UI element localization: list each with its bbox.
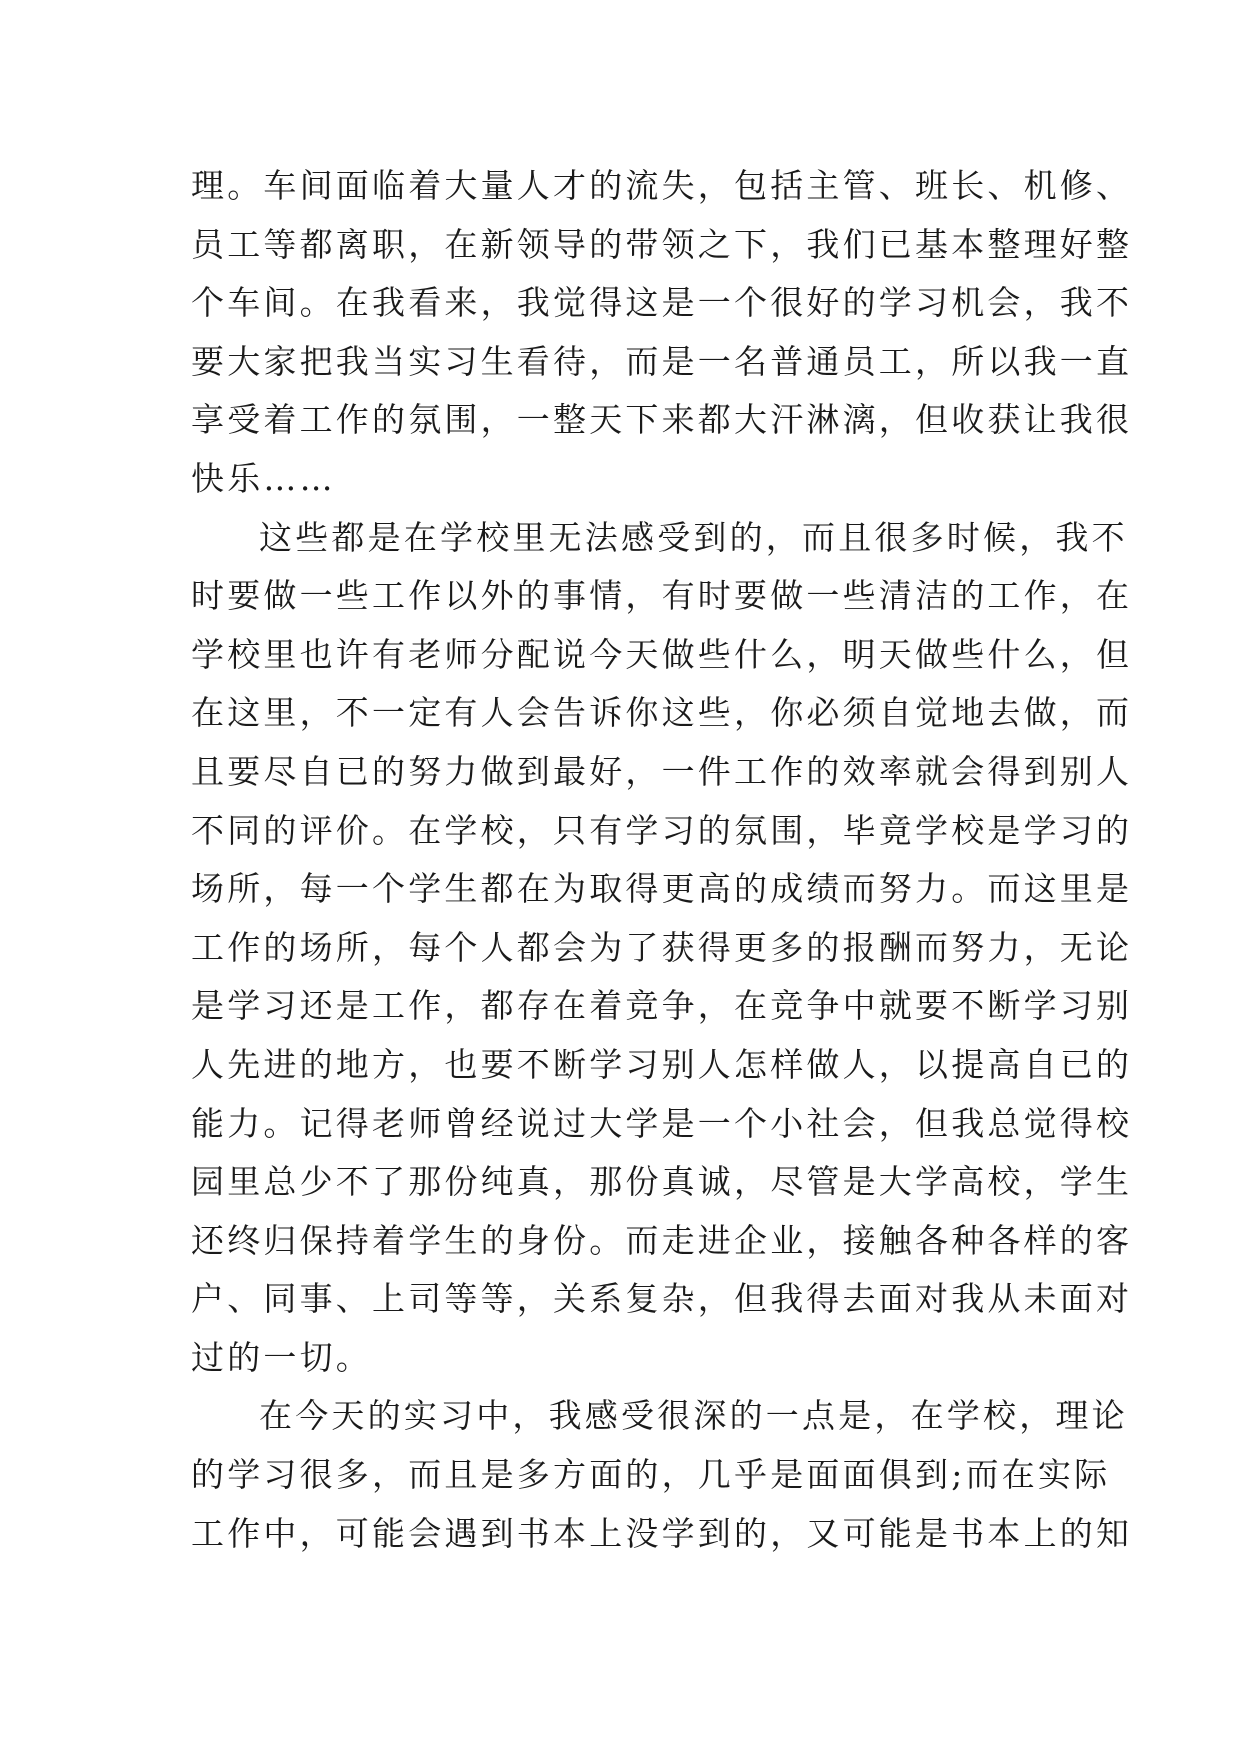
text-line: 在这里，不一定有人会告诉你这些，你必须自觉地去做，而 [191,693,1133,733]
text-line: 不同的评价。在学校，只有学习的氛围，毕竟学校是学习的 [191,810,1133,850]
text-line: 且要尽自已的努力做到最好，一件工作的效率就会得到别人 [191,751,1133,791]
text-line: 享受着工作的氛围，一整天下来都大汗淋漓，但收获让我很 [191,400,1133,440]
text-line: 理。车间面临着大量人才的流失，包括主管、班长、机修、 [191,166,1133,205]
text-line: 个车间。在我看来，我觉得这是一个很好的学习机会，我不 [191,283,1133,323]
text-line: 工作的场所，每个人都会为了获得更多的报酬而努力，无论 [191,927,1133,967]
text-line: 快乐…… [191,458,336,498]
body-text [191,157,1133,1563]
text-line: 员工等都离职，在新领导的带领之下，我们已基本整理好整 [191,224,1133,264]
text-line: 过的一切。 [191,1337,372,1377]
text-line: 在今天的实习中，我感受很深的一点是，在学校，理论 [259,1396,1128,1436]
text-line: 的学习很多，而且是多方面的，几乎是面面俱到;而在实际 [191,1455,1111,1495]
text-line: 这些都是在学校里无法感受到的，而且很多时候，我不 [259,517,1128,557]
text-line: 要大家把我当实习生看待，而是一名普通员工，所以我一直 [191,341,1133,381]
text-line: 场所，每一个学生都在为取得更高的成绩而努力。而这里是 [191,869,1133,909]
text-line: 是学习还是工作，都存在着竞争，在竞争中就要不断学习别 [191,986,1133,1026]
text-line: 园里总少不了那份纯真，那份真诚，尽管是大学高校，学生 [191,1162,1133,1202]
text-line: 学校里也许有老师分配说今天做些什么，明天做些什么，但 [191,634,1133,674]
text-line: 户、同事、上司等等，关系复杂，但我得去面对我从未面对 [191,1279,1133,1319]
text-line: 还终归保持着学生的身份。而走进企业，接触各种各样的客 [191,1220,1133,1260]
text-line: 工作中，可能会遇到书本上没学到的，又可能是书本上的知 [191,1513,1133,1553]
text-line: 人先进的地方，也要不断学习别人怎样做人，以提高自已的 [191,1044,1133,1084]
text-line: 能力。记得老师曾经说过大学是一个小社会，但我总觉得校 [191,1103,1133,1143]
text-line: 时要做一些工作以外的事情，有时要做一些清洁的工作，在 [191,576,1133,616]
